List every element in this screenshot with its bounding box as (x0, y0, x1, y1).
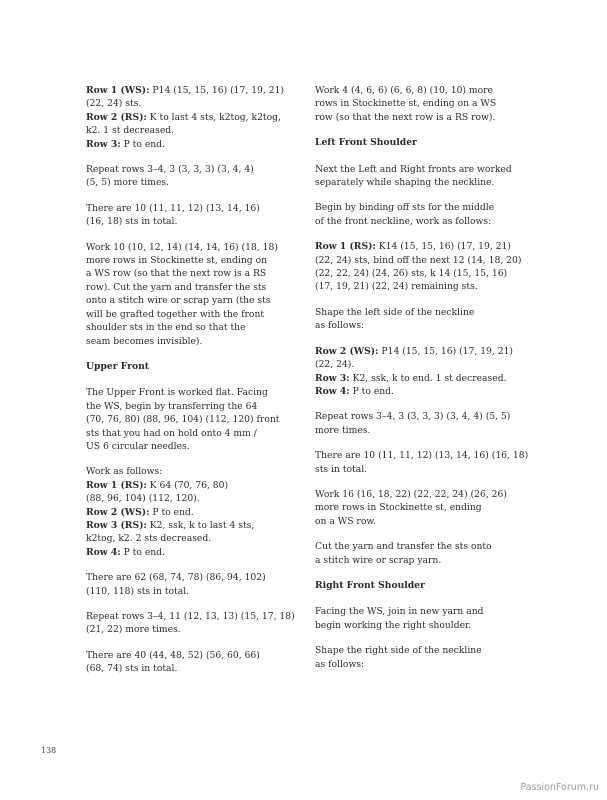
row-line: (17, 19, 21) (22, 24) remaining sts. (315, 281, 478, 293)
pattern-paragraph: Work 16 (16, 18, 22) (22, 22, 24) (26, 26) more rows in Stockinette st, ending on a WS row. (315, 488, 507, 527)
row-line: Row 2 (WS): P to end. (86, 506, 194, 518)
pattern-paragraph (315, 345, 527, 399)
pattern-paragraph: There are 62 (68, 74, 78) (86, 94, 102) (110, 118) sts in total. (86, 572, 266, 597)
row-line: Row 4: P to end. (86, 546, 165, 558)
left-column (86, 84, 298, 688)
row-line: Row 2 (WS): P14 (15, 15, 16) (17, 19, 21) (315, 345, 513, 357)
pattern-paragraph: The Upper Front is worked flat. Facing the WS, begin by transferring the 64 (70, 76, 80) (88, 96, 104) (112, 120) front sts that you had on hold onto 4 mm / US 6 circular needles. (86, 387, 280, 452)
row-line: Row 3 (RS): K2, ssk, k to last 4 sts, (86, 519, 255, 531)
row-line: Row 1 (RS): K 64 (70, 76, 80) (86, 479, 229, 491)
pattern-paragraph: Repeat rows 3–4, 11 (12, 13, 13) (15, 17, 18) (21, 22) more times. (86, 611, 295, 636)
pattern-paragraph: Shape the left side of the neckline as follows: (315, 306, 475, 332)
pattern-paragraph: Cut the yarn and transfer the sts onto a stitch wire or scrap yarn. (315, 541, 492, 566)
row-line: Row 2 (RS): K to last 4 sts, k2tog, k2tog, (86, 111, 281, 123)
row-line: (22, 24). (315, 359, 355, 371)
row-line: (22, 24) sts, bind off the next 12 (14, 18, 20) (315, 254, 522, 266)
row-line: Row 3: K2, ssk, k to end. 1 st decreased. (315, 372, 507, 384)
section-heading-left-front-shoulder: Left Front Shoulder (315, 137, 417, 149)
row-line: (88, 96, 104) (112, 120). (86, 493, 200, 505)
pattern-paragraph: Facing the WS, join in new yarn and begin working the right shoulder. (315, 606, 484, 631)
row-line: Work as follows: (86, 466, 163, 478)
pattern-paragraph (315, 240, 527, 294)
row-line: Row 4: P to end. (315, 385, 394, 397)
watermark: PassionForum.ru (520, 782, 599, 793)
row-line: (22, 24) sts. (86, 98, 142, 110)
row-line: Row 3: P to end. (86, 138, 165, 150)
section-heading-right-front-shoulder: Right Front Shoulder (315, 579, 425, 591)
right-column (315, 84, 527, 683)
pattern-paragraph: There are 10 (11, 11, 12) (13, 14, 16) (16, 18) sts in total. (86, 202, 260, 228)
pattern-paragraph: There are 40 (44, 48, 52) (56, 60, 66) (68, 74) sts in total. (86, 649, 260, 675)
pattern-paragraph: There are 10 (11, 11, 12) (13, 14, 16) (16, 18) sts in total. (315, 450, 529, 475)
section-heading-upper-front: Upper Front (86, 360, 149, 372)
pattern-paragraph: Repeat rows 3–4, 3 (3, 3, 3) (3, 4, 4) (5, 5) more times. (315, 411, 511, 436)
row-line: Row 1 (RS): K14 (15, 15, 16) (17, 19, 21) (315, 241, 511, 253)
pattern-paragraph: Next the Left and Right fronts are worked separately while shaping the neckline. (315, 163, 512, 189)
row-line: k2tog, k2. 2 sts decreased. (86, 533, 212, 545)
row-line: (22, 22, 24) (24, 26) sts, k 14 (15, 15, 16) (315, 268, 508, 280)
row-line: Row 1 (WS): P14 (15, 15, 16) (17, 19, 21) (86, 85, 284, 96)
pattern-paragraph (86, 465, 298, 559)
page-number: 138 (41, 746, 57, 755)
pattern-paragraph: Shape the right side of the neckline as follows: (315, 645, 482, 670)
pattern-paragraph: Repeat rows 3–4, 3 (3, 3, 3) (3, 4, 4) (5, 5) more times. (86, 164, 254, 189)
pattern-paragraph (86, 84, 298, 151)
pattern-paragraph: Begin by binding off sts for the middle of the front neckline, work as follows: (315, 202, 495, 227)
pattern-paragraph: Work 10 (10, 12, 14) (14, 14, 16) (18, 18) more rows in Stockinette st, ending on a WS row (so that the next row is a RS row). Cut the yarn and transfer the sts onto a stitch wire or scrap yarn (the sts will be grafted together with the front shoulder sts in the end so that the seam becomes invisible). (86, 241, 278, 347)
pattern-paragraph: Work 4 (4, 6, 6) (6, 6, 8) (10, 10) more rows in Stockinette st, ending on a WS row (so that the next row is a RS row). (315, 85, 497, 123)
row-line: k2. 1 st decreased. (86, 125, 175, 137)
